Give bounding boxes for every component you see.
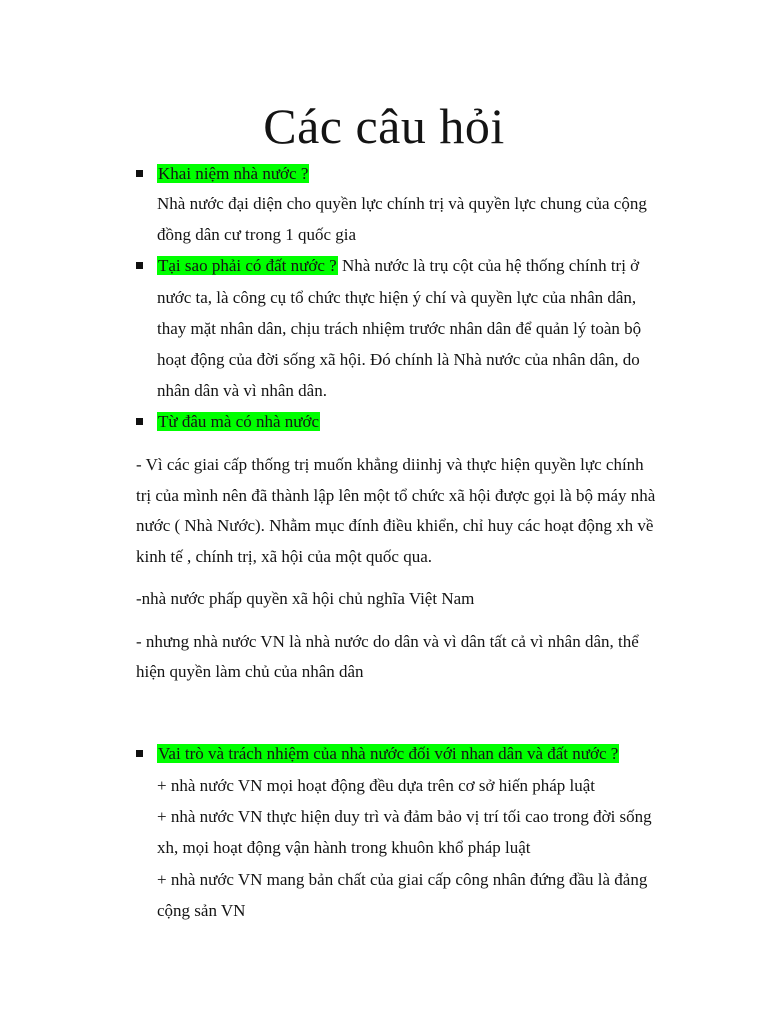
answer-line: hoạt động của đời sống xã hội. Đó chính là Nhà nước của nhân dân, do (157, 350, 640, 369)
question-4 (157, 743, 619, 765)
paragraph-line: -nhà nước phấp quyền xã hội chủ nghĩa Việt Nam (136, 589, 475, 608)
answer-first-text: Nhà nước là trụ cột của hệ thống chính trị ở (341, 256, 640, 275)
answer-line: cộng sản VN (157, 901, 246, 920)
answer-line: nhân dân và vì nhân dân. (157, 381, 327, 400)
bullet-marker (136, 418, 143, 425)
paragraph-line: - Vì các giai cấp thống trị muốn khẳng diinhj và thực hiện quyền lực chính (136, 455, 644, 474)
question-1-label: Khai niệm nhà nước ? (158, 164, 309, 183)
paragraph-line: trị của mình nên đã thành lập lên một tổ chức xã hội được gọi là bộ máy nhà (136, 486, 656, 505)
answer-line: thay mặt nhân dân, chịu trách nhiệm trước nhân dân để quản lý toàn bộ (157, 319, 642, 338)
answer-line: + nhà nước VN mọi hoạt động đều dựa trên cơ sở hiến pháp luật (157, 776, 596, 795)
page-title: Các câu hỏi (263, 98, 505, 154)
paragraph-line: kinh tế , chính trị, xã hội của một quốc qua. (136, 547, 433, 566)
question-2-label: Tại sao phải có đất nước ? (158, 256, 337, 275)
answer-line: xh, mọi hoạt động vận hành trong khuôn khổ pháp luật (157, 838, 531, 857)
question-3 (157, 411, 320, 433)
question-3-label: Từ đâu mà có nhà nước (158, 412, 320, 431)
answer-line: đồng dân cư trong 1 quốc gia (157, 225, 357, 244)
answer-line: nước ta, là công cụ tổ chức thực hiện ý chí và quyền lực của nhân dân, (157, 288, 637, 307)
answer-line: + nhà nước VN mang bản chất của giai cấp công nhân đứng đầu là đảng (157, 870, 648, 889)
bullet-marker (136, 262, 143, 269)
answer-line: Nhà nước đại diện cho quyền lực chính trị và quyền lực chung của cộng (157, 194, 647, 213)
answer-line: + nhà nước VN thực hiện duy trì và đảm bảo vị trí tối cao trong đời sống (157, 807, 652, 826)
bullet-marker (136, 170, 143, 177)
bullet-marker (136, 750, 143, 757)
paragraph-line: hiện quyền làm chủ của nhân dân (136, 662, 364, 681)
question-4-label: Vai trò và trách nhiệm của nhà nước đối với nhan dân và đất nước ? (158, 744, 619, 763)
paragraph-line: nước ( Nhà Nước). Nhằm mục đính điều khiển, chỉ huy các hoạt động xh về (136, 516, 654, 535)
question-1 (157, 163, 309, 185)
paragraph-line: - nhưng nhà nước VN là nhà nước do dân và vì dân tất cả vì nhân dân, thể (136, 632, 639, 651)
question-2 (157, 255, 639, 277)
